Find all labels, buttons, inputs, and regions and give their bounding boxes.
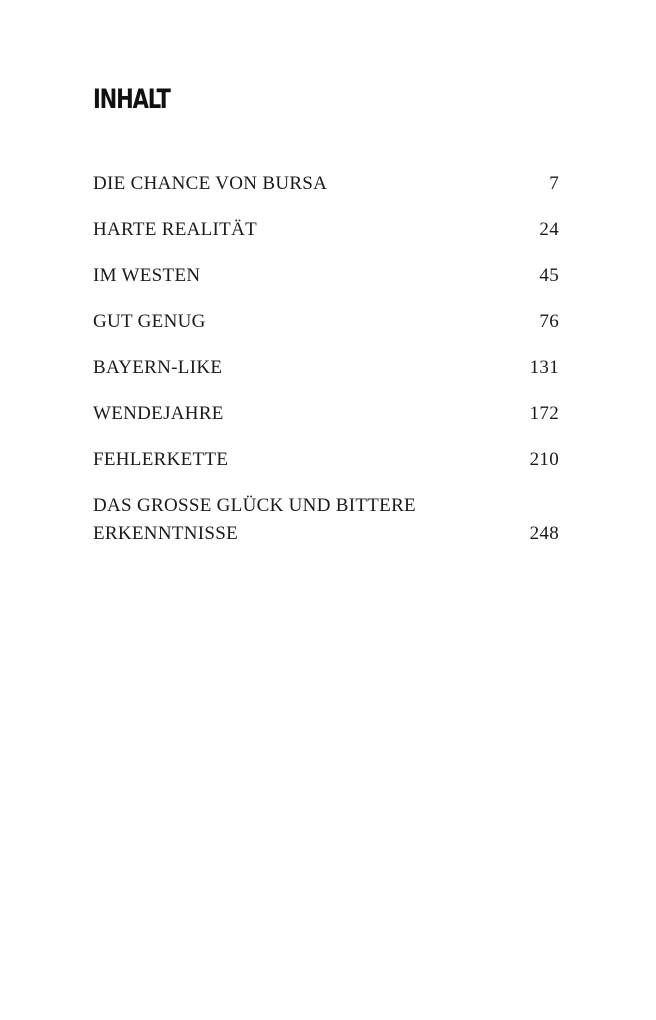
table-of-contents	[93, 170, 559, 566]
toc-entry	[93, 308, 559, 336]
toc-entry-title: FEHLERKETTE	[93, 449, 229, 470]
toc-entry	[93, 170, 559, 198]
toc-entry	[93, 446, 559, 474]
toc-entry-title: IM WESTEN	[93, 265, 201, 286]
toc-entry-title: GUT GENUG	[93, 311, 206, 332]
toc-entry	[93, 492, 559, 548]
toc-entry-title: WENDEJAHRE	[93, 403, 224, 424]
toc-entry	[93, 216, 559, 244]
toc-entry-page: 7	[549, 173, 559, 194]
toc-entry-title: HARTE REALITÄT	[93, 219, 258, 240]
toc-entry-page: 172	[529, 403, 559, 424]
toc-entry	[93, 354, 559, 382]
toc-entry-title: BAYERN-LIKE	[93, 357, 223, 378]
toc-entry-page: 76	[539, 311, 559, 332]
toc-entry-title: DIE CHANCE VON BURSA	[93, 173, 328, 194]
toc-entry-page: 45	[539, 265, 559, 286]
toc-entry-page: 24	[539, 219, 559, 240]
toc-entry-page: 248	[529, 523, 559, 544]
toc-entry-page: 131	[529, 357, 559, 378]
toc-entry	[93, 262, 559, 290]
toc-entry-page: 210	[529, 449, 559, 470]
page-title: INHALT	[93, 84, 170, 115]
toc-entry-title: DAS GROSSE GLÜCK UND BITTERE ERKENNTNISSE	[93, 495, 416, 544]
toc-entry	[93, 400, 559, 428]
